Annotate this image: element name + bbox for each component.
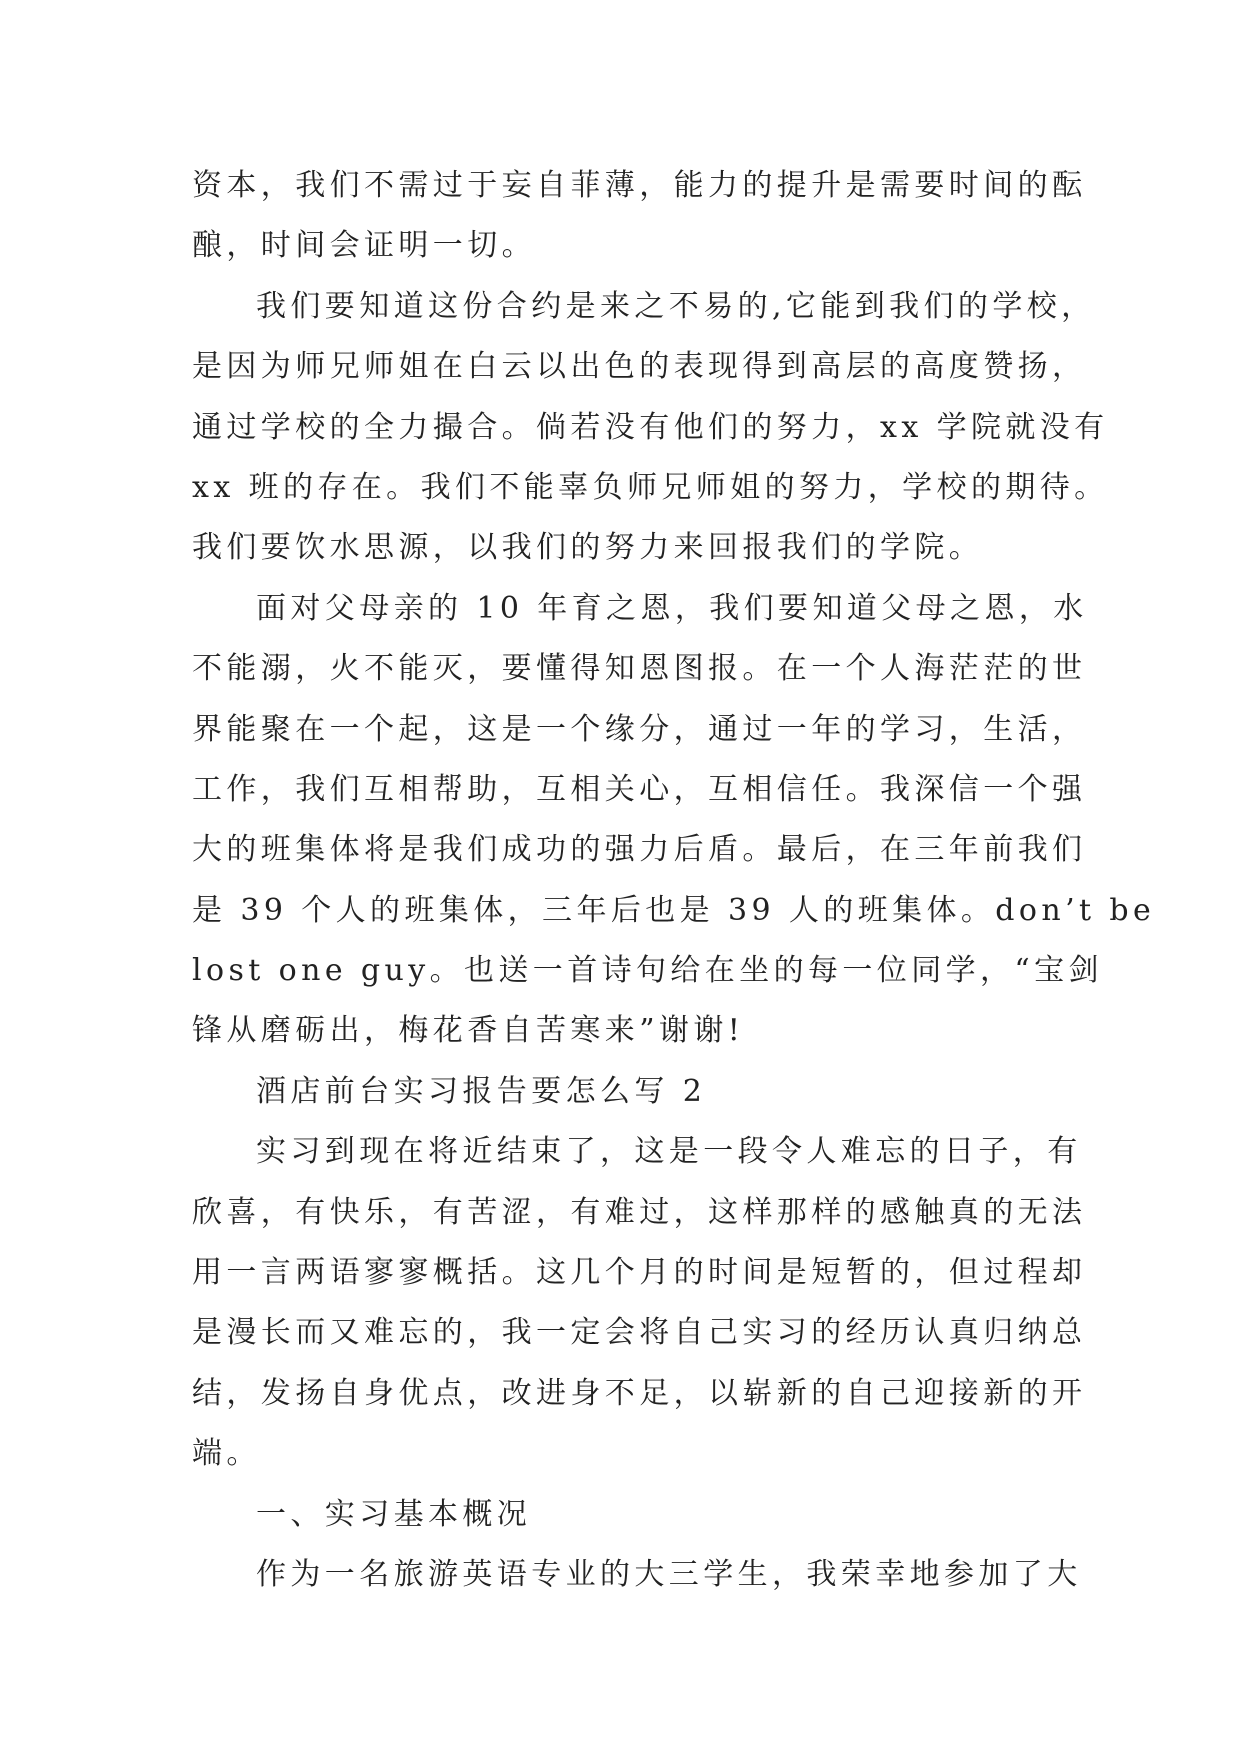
text-line-1: 资本，我们不需过于妄自菲薄，能力的提升是需要时间的酝 — [192, 168, 1087, 203]
text-line-19: 用一言两语寥寥概括。这几个月的时间是短暂的，但过程却 — [192, 1255, 1087, 1291]
text-line-7: 我们要饮水思源，以我们的努力来回报我们的学院。 — [192, 530, 984, 566]
text-line-11: 工作，我们互相帮助，互相关心，互相信任。我深信一个强 — [192, 771, 1087, 807]
text-line-15: 锋从磨砺出，梅花香自苦寒来”谢谢! — [192, 1013, 745, 1049]
text-line-3: 我们要知道这份合约是来之不易的,它能到我们的学校， — [256, 288, 1096, 324]
text-line-24: 作为一名旅游英语专业的大三学生，我荣幸地参加了大 — [256, 1556, 1082, 1592]
text-line-17: 实习到现在将近结束了，这是一段令人难忘的日子，有 — [256, 1134, 1082, 1170]
text-line-4: 是因为师兄师姐在白云以出色的表现得到高层的高度赞扬， — [192, 349, 1087, 385]
document-body — [192, 156, 1156, 1605]
subsection-heading: 一、实习基本概况 — [256, 1496, 532, 1532]
text-line-2: 酿，时间会证明一切。 — [192, 228, 536, 264]
text-line-10: 界能聚在一个起，这是一个缘分，通过一年的学习，生活， — [192, 711, 1087, 747]
text-line-13: 是 39 个人的班集体，三年后也是 39 人的班集体。don’t be — [192, 892, 1156, 928]
section-heading: 酒店前台实习报告要怎么写 2 — [256, 1073, 707, 1109]
text-line-5: 通过学校的全力撮合。倘若没有他们的努力，xx 学院就没有 — [192, 409, 1109, 445]
text-line-20: 是漫长而又难忘的，我一定会将自己实习的经历认真归纳总 — [192, 1315, 1087, 1351]
text-line-12: 大的班集体将是我们成功的强力后盾。最后，在三年前我们 — [192, 832, 1087, 868]
text-line-18: 欣喜，有快乐，有苦涩，有难过，这样那样的感触真的无法 — [192, 1194, 1087, 1230]
text-line-6: xx 班的存在。我们不能辜负师兄师姐的努力，学校的期待。 — [192, 469, 1109, 505]
text-line-14: lost one guy。也送一首诗句给在坐的每一位同学，“宝剑 — [192, 953, 1103, 989]
text-line-22: 端。 — [192, 1436, 261, 1472]
text-line-21: 结，发扬自身优点，改进身不足，以崭新的自己迎接新的开 — [192, 1375, 1087, 1411]
text-line-8: 面对父母亲的 10 年育之恩，我们要知道父母之恩，水 — [256, 590, 1088, 626]
text-line-9: 不能溺，火不能灭，要懂得知恩图报。在一个人海茫茫的世 — [192, 651, 1087, 687]
